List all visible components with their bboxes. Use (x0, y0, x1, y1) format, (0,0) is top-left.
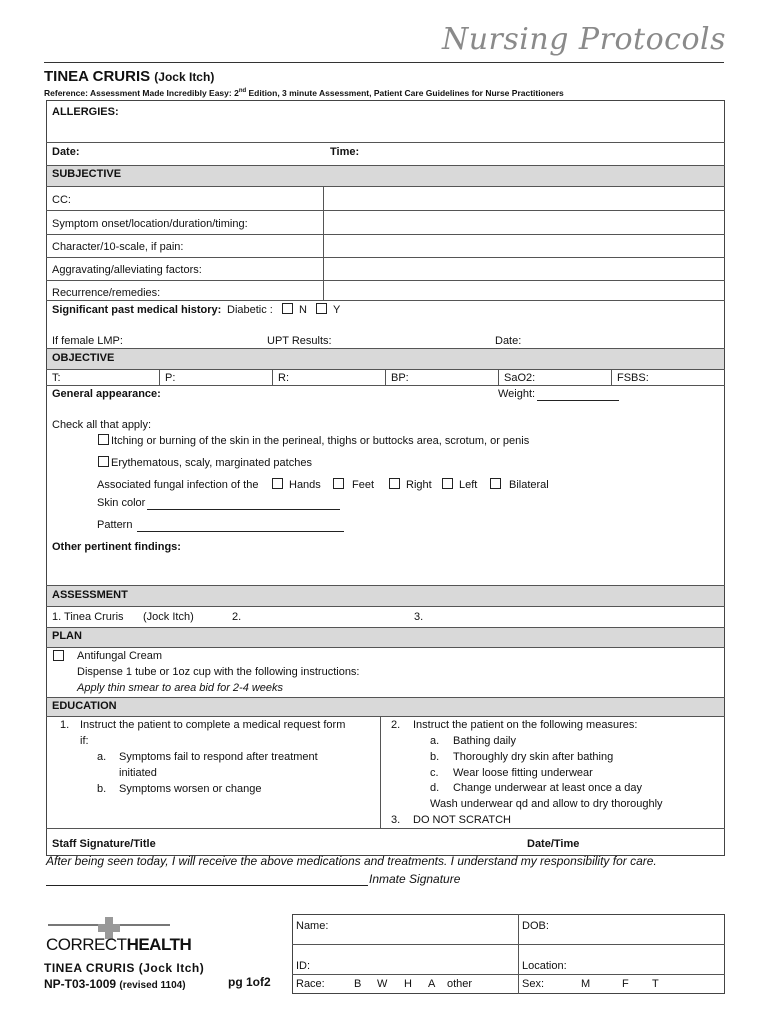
divider (46, 165, 725, 166)
divider (46, 828, 725, 829)
correcthealth-logo (46, 917, 192, 957)
page-title: Nursing Protocols (441, 22, 726, 57)
education-header (47, 698, 724, 716)
y-label: Y (333, 304, 341, 316)
signature-datetime-label: Date/Time (527, 838, 580, 850)
divider (611, 369, 612, 385)
n-label: N (299, 304, 307, 316)
logo-text-a: CORRECT (46, 935, 127, 954)
logo-bar (48, 924, 98, 926)
edu-right-3-text: DO NOT SCRATCH (413, 814, 511, 826)
reference-sup: nd (238, 88, 247, 95)
edu-left-a-text2: initiated (119, 767, 157, 779)
divider (292, 944, 725, 945)
location-label: Location: (522, 960, 567, 972)
id-label: ID: (296, 960, 311, 972)
edu-right-text: Instruct the patient on the following measures: (413, 719, 638, 731)
divider (272, 369, 273, 385)
fungal-hands-label: Hands (289, 479, 321, 491)
divider (46, 606, 725, 607)
divider (46, 142, 725, 143)
edu-left-if: if: (80, 735, 89, 747)
edu-left-b: b. (97, 783, 107, 795)
divider (518, 914, 519, 994)
edu-right-c: c. (430, 767, 439, 779)
form-revised: (revised 1104) (119, 980, 186, 991)
lmp-label: If female LMP: (52, 335, 123, 347)
other-findings-label: Other pertinent findings: (52, 541, 181, 553)
logo-text (46, 935, 191, 955)
vital-fsbs: FSBS: (617, 372, 649, 384)
footer-page: pg 1of2 (228, 975, 271, 989)
logo-text-b: HEALTH (126, 935, 192, 954)
race-option-a[interactable]: A (428, 978, 436, 990)
allergies-label: ALLERGIES: (52, 106, 119, 118)
fungal-right-checkbox[interactable] (389, 478, 400, 489)
divider (46, 647, 725, 648)
subjective-row: Aggravating/alleviating factors: (52, 264, 202, 276)
edu-left-b-text: Symptoms worsen or change (119, 783, 262, 795)
skin-color-label: Skin color (97, 497, 146, 509)
edu-left-a: a. (97, 751, 107, 763)
divider (498, 369, 499, 385)
pattern-field[interactable] (137, 519, 344, 532)
diabetic-label: Diabetic : (227, 304, 273, 316)
edu-right-wash: Wash underwear qd and allow to dry thoroughly (430, 798, 663, 810)
fungal-bilateral-checkbox[interactable] (490, 478, 501, 489)
symptom-itching-checkbox[interactable] (98, 434, 109, 445)
divider (323, 186, 324, 300)
reference-prefix: Reference: Assessment Made Incredibly Easy: 2 (44, 88, 239, 98)
symptom-patches-label: Erythematous, scaly, marginated patches (111, 457, 312, 469)
antifungal-checkbox[interactable] (53, 650, 64, 661)
race-option-w[interactable]: W (377, 978, 388, 990)
sex-option-m[interactable]: M (581, 978, 591, 990)
symptom-itching-label: Itching or burning of the skin in the perineal, thighs or buttocks area, scrotum, or penis (111, 435, 530, 447)
race-label: Race: (296, 978, 325, 990)
inmate-signature-field[interactable] (46, 872, 368, 886)
divider (46, 348, 725, 349)
plan-line-3: Apply thin smear to area bid for 2-4 weeks (77, 682, 284, 694)
education-title: EDUCATION (52, 700, 117, 712)
vital-sao2: SaO2: (504, 372, 536, 384)
assessment-item-2: 2. (232, 611, 242, 623)
edu-right-3-num: 3. (391, 814, 401, 826)
skin-color-field[interactable] (147, 497, 340, 510)
divider (46, 385, 725, 386)
fungal-right-label: Right (406, 479, 432, 491)
name-label: Name: (296, 920, 329, 932)
form-heading (44, 68, 214, 85)
divider (46, 186, 725, 187)
subjective-row: Character/10-scale, if pain: (52, 241, 184, 253)
vital-bp: BP: (391, 372, 409, 384)
divider (385, 369, 386, 385)
assessment-item-1b: (Jock Itch) (143, 611, 194, 623)
fungal-left-label: Left (459, 479, 478, 491)
lmp-date-label: Date: (495, 335, 522, 347)
weight-label: Weight: (498, 388, 536, 400)
pattern-label: Pattern (97, 519, 133, 531)
vital-t: T: (52, 372, 61, 384)
pmh-label: Significant past medical history: (52, 304, 222, 316)
fungal-feet-checkbox[interactable] (333, 478, 344, 489)
sex-option-t[interactable]: T (652, 978, 659, 990)
diabetic-n-checkbox[interactable] (282, 303, 293, 314)
form-frame (46, 100, 725, 856)
divider (46, 300, 725, 301)
race-option-b[interactable]: B (354, 978, 362, 990)
symptom-patches-checkbox[interactable] (98, 456, 109, 467)
assessment-header (47, 586, 724, 606)
title-rule (44, 62, 724, 63)
edu-right-b: b. (430, 751, 440, 763)
time-label: Time: (330, 146, 360, 158)
form-code: NP-T03-1009 (44, 977, 117, 991)
edu-right-d: d. (430, 782, 440, 794)
weight-field[interactable] (537, 388, 619, 401)
dob-label: DOB: (522, 920, 549, 932)
divider (292, 974, 725, 975)
objective-header (47, 349, 724, 369)
date-label: Date: (52, 146, 80, 158)
reference-line (44, 88, 564, 98)
upt-label: UPT Results: (267, 335, 332, 347)
reference-suffix: Edition, 3 minute Assessment, Patient Care Guidelines for Nurse Practitioners (246, 88, 564, 98)
vital-r: R: (278, 372, 289, 384)
fungal-label: Associated fungal infection of the (97, 479, 259, 491)
divider (46, 716, 725, 717)
edu-right-a: a. (430, 735, 440, 747)
plan-header (47, 628, 724, 647)
subjective-row: Recurrence/remedies: (52, 287, 161, 299)
divider (46, 210, 725, 211)
divider (159, 369, 160, 385)
subjective-row: CC: (52, 194, 71, 206)
plan-line-1: Antifungal Cream (77, 650, 162, 662)
subjective-header (47, 165, 724, 186)
edu-right-num: 2. (391, 719, 401, 731)
heading-text: TINEA CRURIS (44, 68, 151, 85)
edu-right-b-text: Thoroughly dry skin after bathing (453, 751, 614, 763)
race-option-other[interactable]: other (447, 978, 473, 990)
race-option-h[interactable]: H (404, 978, 412, 990)
edu-right-c-text: Wear loose fitting underwear (453, 767, 593, 779)
fungal-feet-label: Feet (352, 479, 375, 491)
general-appearance-label: General appearance: (52, 388, 161, 400)
heading-sub: (Jock Itch) (154, 70, 215, 84)
edu-right-a-text: Bathing daily (453, 735, 516, 747)
fungal-hands-checkbox[interactable] (272, 478, 283, 489)
edu-left-a-text: Symptoms fail to respond after treatment (119, 751, 318, 763)
fungal-left-checkbox[interactable] (442, 478, 453, 489)
objective-title: OBJECTIVE (52, 352, 115, 364)
divider (46, 257, 725, 258)
divider (46, 280, 725, 281)
assessment-item-1: 1. Tinea Cruris (52, 611, 124, 623)
edu-right-d-text: Change underwear at least once a day (453, 782, 642, 794)
divider (46, 234, 725, 235)
divider (380, 716, 381, 828)
staff-signature-label: Staff Signature/Title (52, 838, 156, 850)
patient-statement: After being seen today, I will receive the above medications and treatments. I understand my responsibility for care. (46, 854, 657, 868)
footer-form-code (44, 977, 186, 991)
assessment-item-3: 3. (414, 611, 424, 623)
plan-title: PLAN (52, 630, 82, 642)
subjective-title: SUBJECTIVE (52, 168, 122, 180)
assessment-title: ASSESSMENT (52, 589, 128, 601)
plan-line-2: Dispense 1 tube or 1oz cup with the following instructions: (77, 666, 360, 678)
edu-left-num: 1. (60, 719, 70, 731)
sex-option-f[interactable]: F (622, 978, 629, 990)
footer-form-name: TINEA CRURIS (Jock Itch) (44, 961, 205, 975)
edu-left-text: Instruct the patient to complete a medical request form (80, 719, 346, 731)
vital-p: P: (165, 372, 176, 384)
check-all-label: Check all that apply: (52, 419, 152, 431)
logo-bar (120, 924, 170, 926)
diabetic-y-checkbox[interactable] (316, 303, 327, 314)
inmate-signature-label: Inmate Signature (369, 872, 461, 886)
sex-label: Sex: (522, 978, 545, 990)
fungal-bilateral-label: Bilateral (509, 479, 549, 491)
subjective-row: Symptom onset/location/duration/timing: (52, 218, 248, 230)
